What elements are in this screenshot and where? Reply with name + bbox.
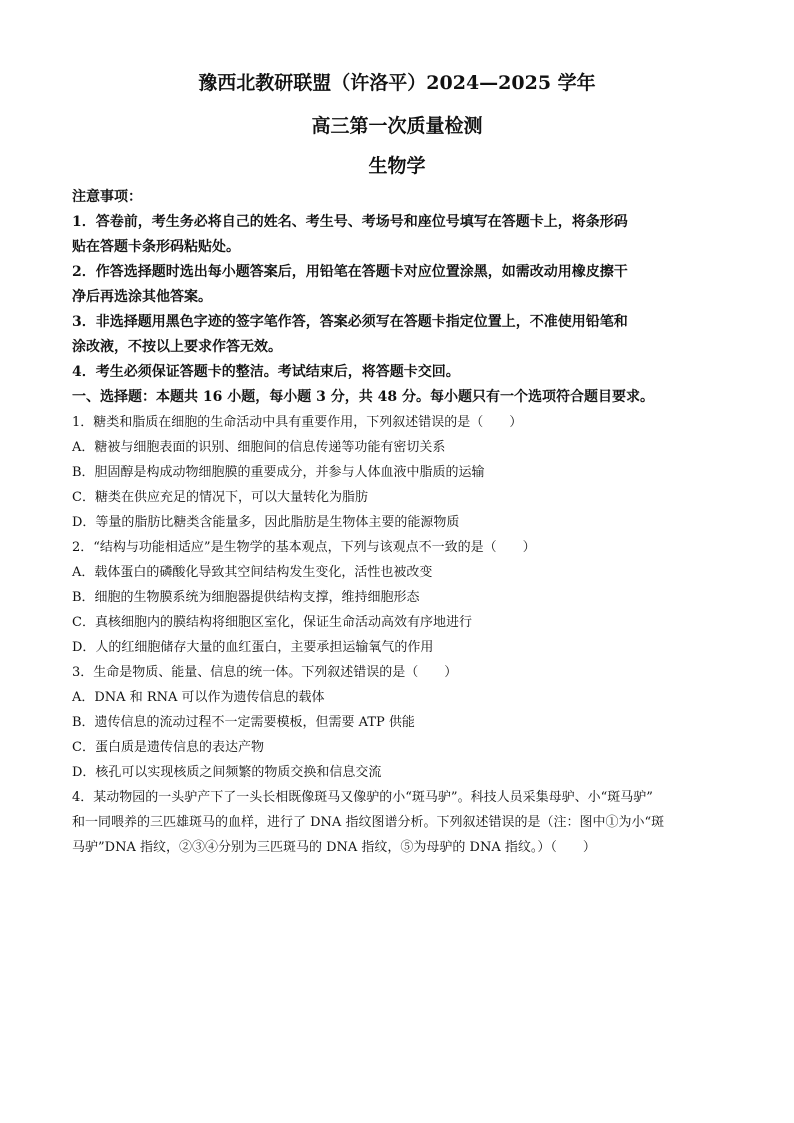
question-stem: 2．“结构与功能相适应”是生物学的基本观点，下列与该观点不一致的是（ ）	[72, 540, 536, 555]
question-option: C．蛋白质是遗传信息的表达产物	[72, 740, 264, 755]
notice-line: 4．考生必须保证答题卡的整洁。考试结束后，将答题卡交回。	[72, 364, 460, 380]
question-stem: 马驴”DNA 指纹，②③④分别为三匹斑马的 DNA 指纹，⑤为母驴的 DNA 指纹。）（ ）	[72, 840, 596, 855]
question-option: C．糖类在供应充足的情况下，可以大量转化为脂肪	[72, 490, 368, 505]
question-option: D．核孔可以实现核质之间频繁的物质交换和信息交流	[72, 765, 382, 780]
exam-title: 豫西北教研联盟（许洛平）2024—2025 学年	[198, 72, 596, 94]
notice-line: 3．非选择题用黑色字迹的签字笔作答，答案必须写在答题卡指定位置上，不准使用铅笔和	[72, 314, 628, 330]
notice-line: 净后再选涂其他答案。	[72, 289, 212, 305]
question-stem: 4．某动物园的一头驴产下了一头长相既像斑马又像驴的小“斑马驴”。科技人员采集母驴、小“斑马驴”	[72, 790, 653, 805]
subject-title: 生物学	[368, 155, 426, 177]
section-heading: 一、选择题：本题共 16 小题，每小题 3 分，共 48 分。每小题只有一个选项符合题目要求。	[72, 389, 654, 405]
question-option: B．细胞的生物膜系统为细胞器提供结构支撑，维持细胞形态	[72, 590, 420, 605]
question-option: A．载体蛋白的磷酸化导致其空间结构发生变化，活性也被改变	[72, 565, 433, 580]
question-stem: 3．生命是物质、能量、信息的统一体。下列叙述错误的是（ ）	[72, 665, 458, 680]
question-stem: 和一同喂养的三匹雄斑马的血样，进行了 DNA 指纹图谱分析。下列叙述错误的是（注：图中①为小“斑	[72, 815, 665, 830]
question-option: B．胆固醇是构成动物细胞膜的重要成分，并参与人体血液中脂质的运输	[72, 465, 485, 480]
question-option: D．人的红细胞储存大量的血红蛋白，主要承担运输氧气的作用	[72, 640, 434, 655]
question-option: B．遗传信息的流动过程不一定需要模板，但需要 ATP 供能	[72, 715, 415, 730]
notice-heading: 注意事项：	[72, 189, 142, 205]
question-option: A．DNA 和 RNA 可以作为遗传信息的载体	[72, 690, 325, 705]
question-option: D．等量的脂肪比糖类含能量多，因此脂肪是生物体主要的能源物质	[72, 515, 460, 530]
notice-line: 2．作答选择题时选出每小题答案后，用铅笔在答题卡对应位置涂黑，如需改动用橡皮擦干	[72, 264, 628, 280]
exam-subtitle: 高三第一次质量检测	[311, 115, 483, 137]
question-option: A．糖被与细胞表面的识别、细胞间的信息传递等功能有密切关系	[72, 440, 446, 455]
notice-line: 涂改液，不按以上要求作答无效。	[72, 339, 282, 355]
notice-line: 贴在答题卡条形码粘贴处。	[72, 239, 240, 255]
question-option: C．真核细胞内的膜结构将细胞区室化，保证生命活动高效有序地进行	[72, 615, 472, 630]
notice-line: 1．答卷前，考生务必将自己的姓名、考生号、考场号和座位号填写在答题卡上，将条形码	[72, 214, 628, 230]
question-stem: 1．糖类和脂质在细胞的生命活动中具有重要作用，下列叙述错误的是（ ）	[72, 415, 523, 430]
